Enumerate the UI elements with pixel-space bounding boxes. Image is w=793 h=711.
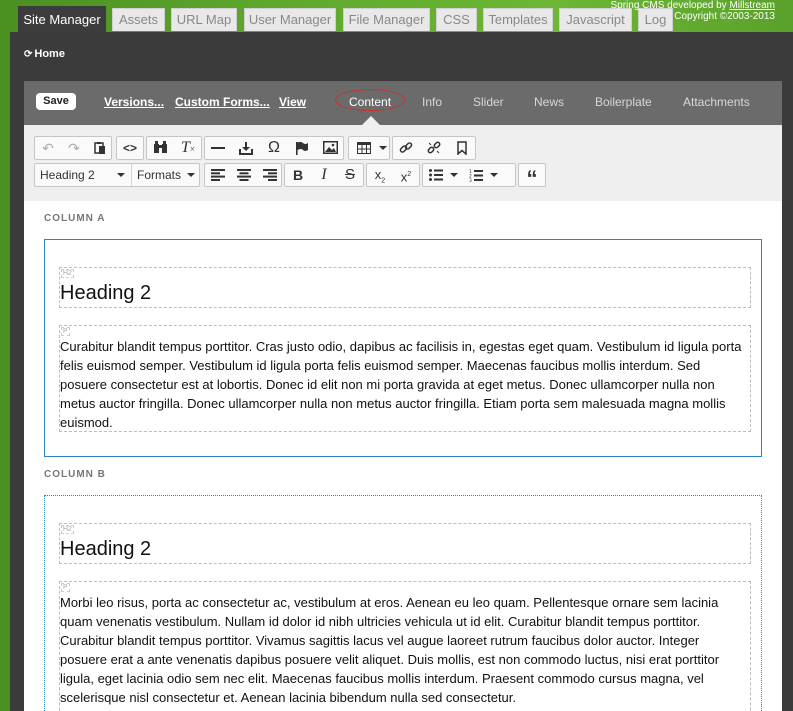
formats-caret xyxy=(187,173,195,177)
tab-attachments[interactable]: Attachments xyxy=(683,95,750,109)
credits-prefix: Spring CMS developed by xyxy=(610,0,727,11)
millstream-link[interactable]: Millstream xyxy=(729,0,775,11)
insert-group xyxy=(204,136,344,160)
tab-boilerplate[interactable]: Boilerplate xyxy=(595,95,652,109)
align-group xyxy=(204,163,282,187)
versions-link[interactable]: Versions... xyxy=(104,95,165,109)
top-nav xyxy=(0,0,793,34)
svg-text:1: 1 xyxy=(469,170,472,175)
tab-slider[interactable]: Slider xyxy=(473,95,504,109)
tab-javascript[interactable]: Javascript xyxy=(559,8,632,31)
paragraph-block[interactable] xyxy=(59,581,751,711)
breadcrumb-home[interactable] xyxy=(24,48,65,60)
bullet-list-icon[interactable] xyxy=(423,164,449,186)
special-character-icon[interactable]: Ω xyxy=(268,139,280,156)
heading-text[interactable]: Heading 2 xyxy=(60,282,152,304)
tab-css[interactable]: CSS xyxy=(436,8,477,31)
block-format-value: Heading 2 xyxy=(40,168,95,182)
table-group xyxy=(348,136,390,160)
table-icon[interactable] xyxy=(351,137,377,159)
editor-toolbar xyxy=(24,125,782,201)
paragraph-text[interactable]: Curabitur blandit tempus porttitor. Cras justo odio, dapibus ac facilisis in, egestas eget quam. Vestibulum id ligula porta felis euismod semper. Vestibulum id ligula porta felis euismod semper. Maecenas faucibus mollis interdum. Sed posuere consectetur est at lobortis. Donec id elit non mi porta gravida at eget metus. Donec ullamcorper nulla non metus auctor fringilla. Donec ullamcorper nulla non metus auctor fringilla. Etiam porta sem malesuada magna mollis euismod. xyxy=(60,339,742,430)
home-label: Home xyxy=(34,48,65,60)
tab-site-manager[interactable]: Site Manager xyxy=(18,6,106,34)
horizontal-rule-icon[interactable] xyxy=(205,137,231,159)
bullet-list-caret[interactable] xyxy=(450,173,458,177)
main-frame xyxy=(10,32,793,711)
unlink-icon[interactable] xyxy=(421,137,447,159)
svg-text:3: 3 xyxy=(469,179,472,182)
paste-icon[interactable] xyxy=(87,137,113,159)
p-tag: P xyxy=(63,584,68,591)
find-replace-icon[interactable] xyxy=(147,137,173,159)
italic-icon[interactable]: I xyxy=(321,166,327,183)
view-link[interactable]: View xyxy=(279,95,307,109)
numbered-list-icon[interactable] xyxy=(463,164,489,186)
active-tab-pointer xyxy=(362,116,380,125)
bookmark-icon[interactable] xyxy=(449,137,475,159)
undo-icon[interactable]: ↶ xyxy=(42,140,54,156)
script-group xyxy=(366,163,420,187)
content-editor xyxy=(24,125,782,711)
heading-block[interactable] xyxy=(59,267,751,308)
align-center-icon[interactable] xyxy=(231,164,257,186)
undo-group xyxy=(34,136,112,160)
tab-news[interactable]: News xyxy=(534,95,565,109)
tab-user-manager[interactable]: User Manager xyxy=(244,8,336,31)
list-group xyxy=(422,163,516,187)
h2-tag: H2 xyxy=(63,526,72,533)
heading-text[interactable]: Heading 2 xyxy=(60,538,152,560)
p-tag: P xyxy=(63,328,68,335)
column-a-label: COLUMN A xyxy=(44,213,106,224)
tab-content[interactable]: Content xyxy=(349,95,392,109)
image-icon[interactable] xyxy=(317,137,343,159)
flag-icon[interactable] xyxy=(289,137,315,159)
clear-format-icon[interactable]: T× xyxy=(181,139,195,156)
formats-label: Formats xyxy=(137,168,182,182)
subscript-icon[interactable]: $x_2$ xyxy=(374,167,386,185)
column-a[interactable] xyxy=(44,239,762,457)
tab-url-map[interactable]: URL Map xyxy=(171,8,237,31)
superscript-icon[interactable]: $x^2$ xyxy=(400,169,412,185)
link-icon[interactable] xyxy=(393,137,419,159)
credits xyxy=(610,0,775,22)
tab-info[interactable]: Info xyxy=(422,95,443,109)
style-group xyxy=(284,163,364,187)
insert-file-icon[interactable] xyxy=(233,137,259,159)
redo-icon[interactable]: ↷ xyxy=(68,140,80,156)
column-b-label: COLUMN B xyxy=(44,469,106,480)
code-group xyxy=(116,136,144,160)
link-group xyxy=(392,136,476,160)
align-left-icon[interactable] xyxy=(205,164,231,186)
copyright: Copyright ©2003-2013 xyxy=(674,11,775,22)
tab-log[interactable]: Log xyxy=(638,8,673,31)
page-toolbar xyxy=(24,81,782,125)
refresh-icon: ⟳ xyxy=(24,49,33,60)
format-select-group xyxy=(34,163,200,187)
quote-group xyxy=(518,163,546,191)
tab-assets[interactable]: Assets xyxy=(112,8,165,31)
h2-tag: H2 xyxy=(63,270,72,277)
heading-block[interactable] xyxy=(59,523,751,564)
source-code-icon[interactable]: <> xyxy=(122,141,137,155)
custom-forms-link[interactable]: Custom Forms... xyxy=(175,95,270,109)
block-format-caret xyxy=(117,173,125,177)
tab-file-manager[interactable]: File Manager xyxy=(343,8,430,31)
find-group xyxy=(146,136,202,160)
save-button[interactable]: Save xyxy=(36,93,76,110)
tab-templates[interactable]: Templates xyxy=(483,8,553,31)
paragraph-block[interactable] xyxy=(59,325,751,432)
svg-text:2: 2 xyxy=(469,174,472,180)
bold-icon[interactable]: B xyxy=(292,167,304,183)
blockquote-icon[interactable]: “ xyxy=(526,166,538,191)
numbered-list-caret[interactable] xyxy=(490,173,498,177)
table-dropdown-caret[interactable] xyxy=(379,146,387,150)
paragraph-text[interactable]: Morbi leo risus, porta ac consectetur ac, vestibulum at eros. Aenean eu leo quam. Pellentesque ornare sem lacinia quam venenatis vestibulum. Nullam id dolor id nibh ultricies vehicula ut id elit. Curabitur blandit tempus porttitor. Curabitur blandit tempus porttitor. Vivamus sagittis lacus vel augue laoreet rutrum faucibus dolor auctor. Integer posuere erat a ante venenatis dapibus posuere velit aliquet. Duis mollis, est non commodo luctus, nisi erat porttitor ligula, eget lacinia odio sem nec elit. Maecenas faucibus mollis interdum. Praesent commodo cursus magna, vel scelerisque nisl consectetur et. Aenean lacinia bibendum nulla sed consectetur. xyxy=(60,595,720,705)
column-b[interactable] xyxy=(44,495,762,711)
strikethrough-icon[interactable]: S xyxy=(344,166,355,183)
align-right-icon[interactable] xyxy=(257,164,283,186)
